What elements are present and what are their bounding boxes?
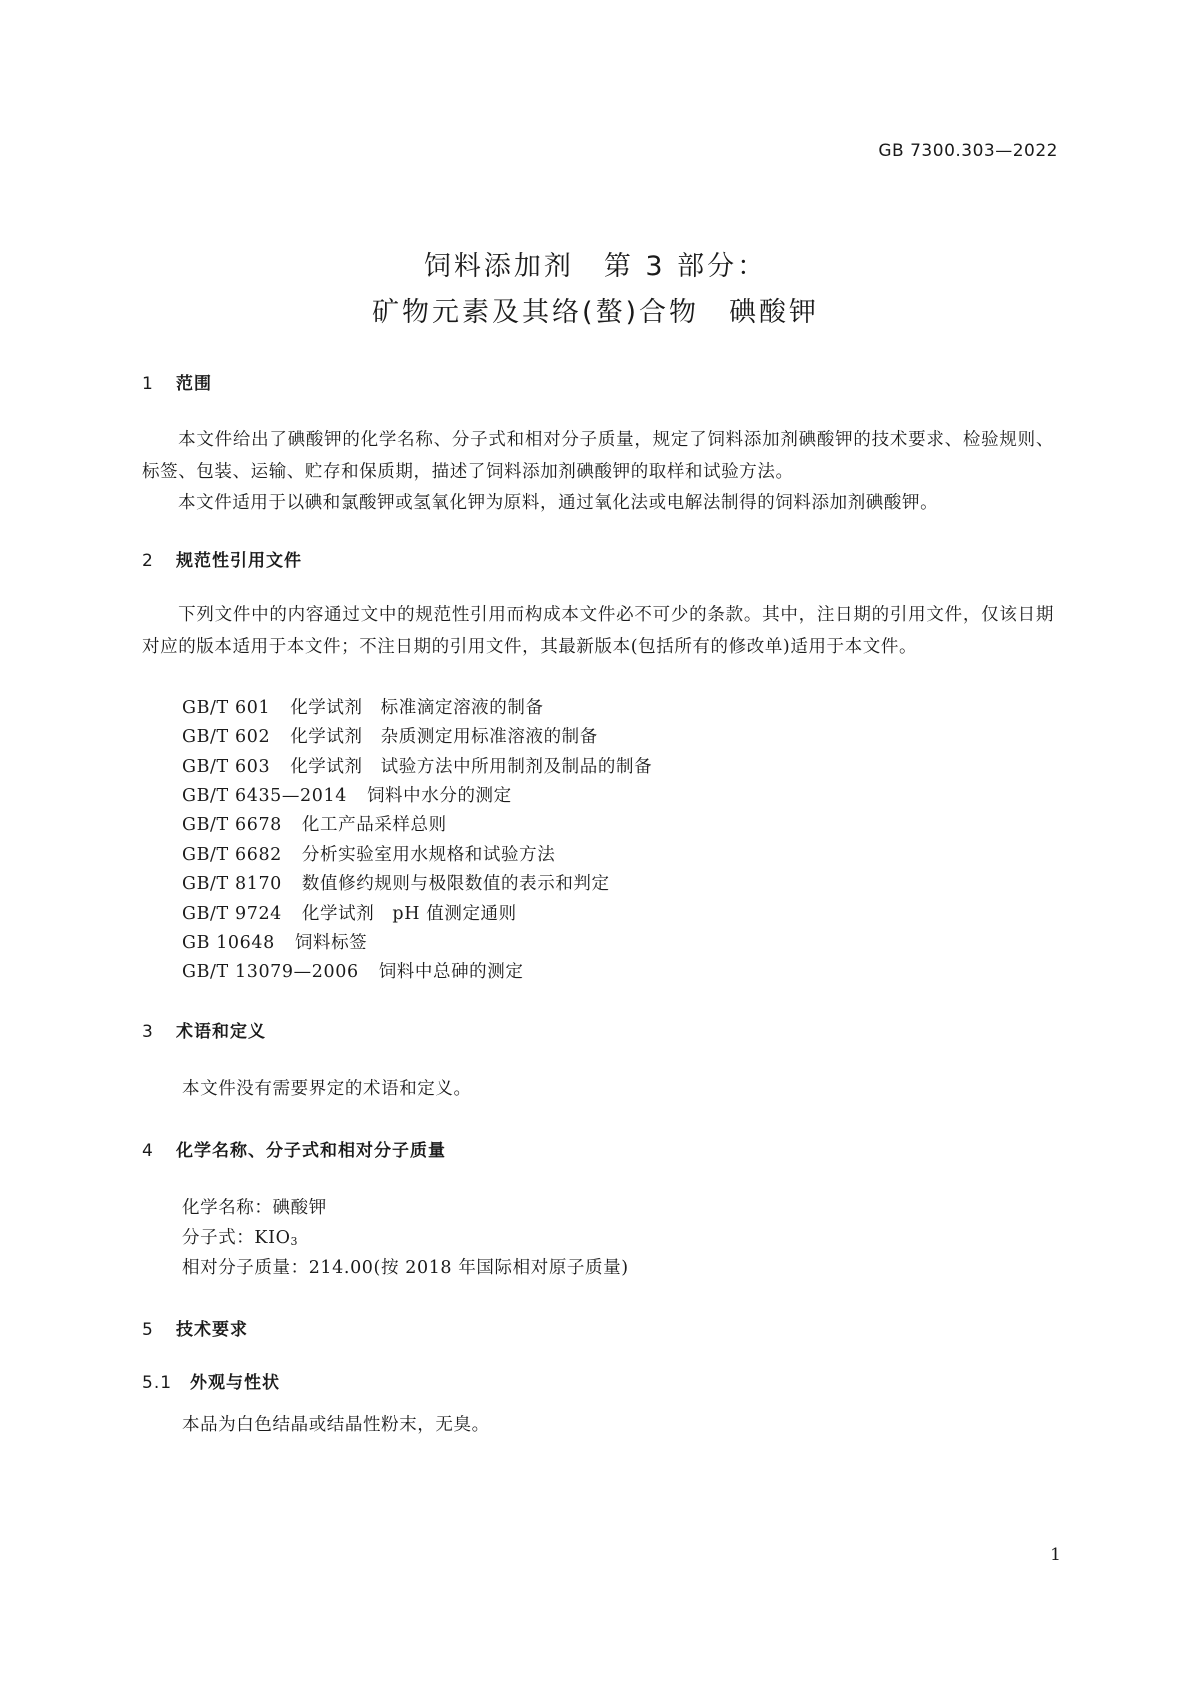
reference-title: 化学试剂 杂质测定用标准溶液的制备: [290, 727, 598, 747]
section-4-heading: [142, 1136, 446, 1161]
reference-code: GB/T 6682: [182, 845, 282, 865]
reference-code: GB/T 13079—2006: [182, 962, 359, 982]
section-3-paragraph: 本文件没有需要界定的术语和定义。: [182, 1079, 472, 1099]
reference-item: [182, 723, 598, 748]
section-number: 3: [142, 1022, 154, 1042]
reference-item: [182, 753, 652, 778]
page-number: 1: [1050, 1545, 1061, 1565]
formula-subscript: 3: [290, 1235, 299, 1248]
section-title: 范围: [176, 374, 212, 394]
reference-item: [182, 694, 544, 719]
subsection-5-1-paragraph: 本品为白色结晶或结晶性粉末，无臭。: [182, 1415, 490, 1435]
document-title-line2: 矿物元素及其络(螯)合物 碘酸钾: [371, 297, 820, 328]
reference-item: [182, 929, 367, 954]
subsection-number: 5.1: [142, 1373, 173, 1393]
standard-number: GB 7300.303—2022: [878, 141, 1058, 161]
section-1-heading: [142, 369, 212, 394]
chemical-name: 化学名称：碘酸钾: [182, 1198, 327, 1218]
reference-code: GB/T 6678: [182, 815, 282, 835]
section-1-paragraph-1: [142, 425, 1054, 488]
reference-item: [182, 841, 555, 866]
reference-code: GB/T 9724: [182, 904, 282, 924]
paragraph-text: 下列文件中的内容通过文中的规范性引用而构成本文件必不可少的条款。其中，注日期的引用文件，仅该日期对应的版本适用于本文件；不注日期的引用文件，其最新版本(包括所有的修改单)适用于本文件。: [142, 605, 1054, 657]
section-3-heading: [142, 1017, 266, 1042]
reference-title: 化学试剂 pH 值测定通则: [301, 904, 517, 924]
subsection-title: 外观与性状: [190, 1373, 280, 1393]
subsection-5-1-heading: [142, 1368, 280, 1393]
section-number: 1: [142, 374, 154, 394]
section-title: 技术要求: [176, 1320, 248, 1340]
section-2-heading: [142, 546, 302, 571]
reference-item: [182, 958, 524, 983]
reference-item: [182, 870, 610, 895]
reference-title: 化学试剂 试验方法中所用制剂及制品的制备: [290, 757, 653, 777]
section-number: 4: [142, 1141, 154, 1161]
paragraph-text: 本文件给出了碘酸钾的化学名称、分子式和相对分子质量，规定了饲料添加剂碘酸钾的技术要求、检验规则、标签、包装、运输、贮存和保质期，描述了饲料添加剂碘酸钾的取样和试验方法。: [142, 430, 1054, 482]
section-title: 化学名称、分子式和相对分子质量: [176, 1141, 446, 1161]
relative-molecular-mass: 相对分子质量：214.00(按 2018 年国际相对原子质量): [182, 1258, 629, 1278]
reference-item: [182, 900, 517, 925]
reference-code: GB/T 6435—2014: [182, 786, 347, 806]
section-5-heading: [142, 1315, 248, 1340]
section-number: 5: [142, 1320, 154, 1340]
reference-code: GB 10648: [182, 933, 275, 953]
document-title-line1: 饲料添加剂 第 3 部分：: [423, 251, 768, 282]
reference-title: 分析实验室用水规格和试验方法: [301, 845, 556, 865]
reference-code: GB/T 601: [182, 698, 271, 718]
reference-title: 化工产品采样总则: [301, 815, 447, 835]
section-title: 规范性引用文件: [176, 551, 302, 571]
reference-code: GB/T 603: [182, 757, 271, 777]
reference-title: 化学试剂 标准滴定溶液的制备: [290, 698, 544, 718]
reference-item: [182, 782, 512, 807]
reference-title: 饲料中总砷的测定: [378, 962, 524, 982]
formula-text: 分子式：KIO: [182, 1228, 291, 1248]
reference-code: GB/T 8170: [182, 874, 282, 894]
reference-title: 饲料标签: [294, 933, 368, 953]
reference-item: [182, 811, 447, 836]
molecular-formula: [182, 1224, 298, 1249]
section-1-paragraph-2: [142, 488, 1054, 520]
section-title: 术语和定义: [176, 1022, 266, 1042]
reference-title: 饲料中水分的测定: [366, 786, 512, 806]
section-2-intro: [142, 600, 1054, 663]
reference-code: GB/T 602: [182, 727, 271, 747]
section-number: 2: [142, 551, 154, 571]
paragraph-text: 本文件适用于以碘和氯酸钾或氢氧化钾为原料，通过氧化法或电解法制得的饲料添加剂碘酸钾。: [178, 493, 939, 513]
reference-title: 数值修约规则与极限数值的表示和判定: [301, 874, 610, 894]
